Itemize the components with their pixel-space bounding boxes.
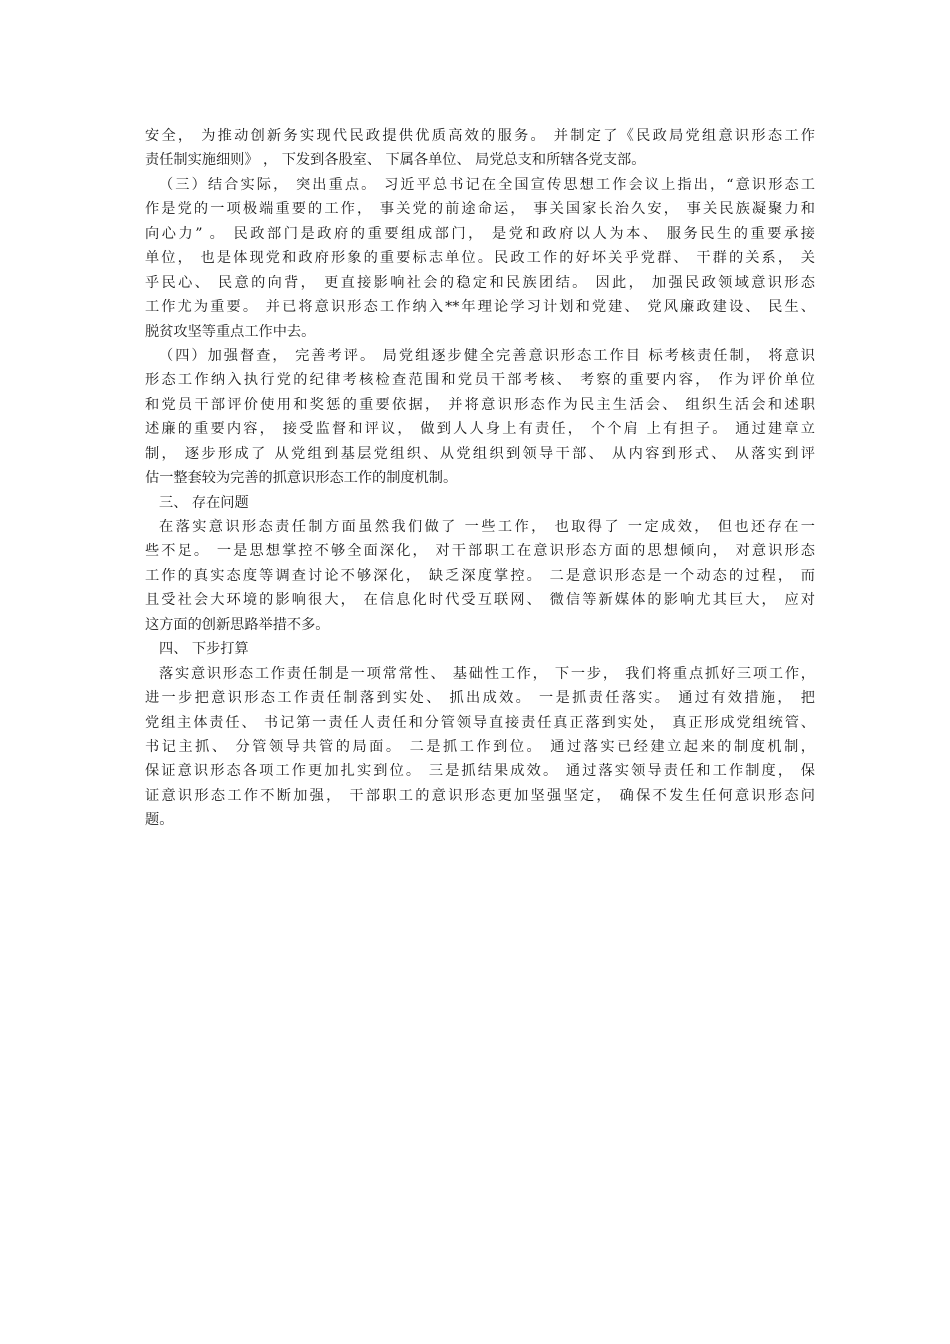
text-line: 这方面的创新思路举措不多。 xyxy=(145,616,330,633)
text-line: 且受社会大环境的影响很大， 在信息化时代受互联网、 微信等新媒体的影响尤其巨大， 应对 xyxy=(145,592,815,609)
section-heading: 三、 存在问题 xyxy=(159,494,249,511)
text-line: 作是党的一项极端重要的工作， 事关党的前途命运， 事关国家长治久安， 事关民族凝聚力和 xyxy=(145,201,815,218)
text-line: 在落实意识形态责任制方面虽然我们做了 一些工作， 也取得了 一定成效， 但也还存在一 xyxy=(159,519,815,535)
text-line: 述廉的重要内容， 接受监督和评议， 做到人人身上有责任， 个个肩 上有担子。 通过建章立 xyxy=(145,421,815,438)
text-line: 向心力” 。 民政部门是政府的重要组成部门， 是党和政府以人为本、 服务民生的重要承接 xyxy=(145,225,815,242)
text-line: 形态工作纳入执行党的纪律考核检查范围和党员干部考核、 考察的重要内容， 作为评价单位 xyxy=(145,372,815,389)
text-line: 和党员干部评价使用和奖惩的重要依据， 并将意识形态作为民主生活会、 组织生活会和述职 xyxy=(145,396,815,413)
text-line: 工作的真实态度等调查讨论不够深化， 缺乏深度掌控。 二是意识形态是一个动态的过程， 而 xyxy=(145,567,815,584)
text-line: 些不足。 一是思想掌控不够全面深化， 对干部职工在意识形态方面的思想倾向， 对意识形态 xyxy=(145,543,815,560)
text-line: 证意识形态工作不断加强， 干部职工的意识形态更加坚强坚定， 确保不发生任何意识形态问 xyxy=(145,787,815,804)
text-line: 党组主体责任、 书记第一责任人责任和分管领导直接责任真正落到实处， 真正形成党组统管、 xyxy=(145,714,815,731)
text-line: 脱贫攻坚等重点工作中去。 xyxy=(145,323,316,340)
text-line: 乎民心、 民意的向背， 更直接影响社会的稳定和民族团结。 因此， 加强民政领域意识形态 xyxy=(145,274,815,291)
text-line: 工作尤为重要。 并已将意识形态工作纳入**年理论学习计划和党建、 党风廉政建设、 民生、 xyxy=(145,299,815,316)
document-page xyxy=(145,124,815,833)
section-heading: 四、 下步打算 xyxy=(159,641,249,658)
text-line: 单位， 也是体现党和政府形象的重要标志单位。民政工作的好坏关乎党群、 干群的关系， 关 xyxy=(145,250,815,267)
text-line: （三）结合实际， 突出重点。 习近平总书记在全国宣传思想工作会议上指出，“意识形态工 xyxy=(159,176,815,193)
text-line: 书记主抓、 分管领导共管的局面。 二是抓工作到位。 通过落实已经建立起来的制度机制， xyxy=(145,738,815,755)
text-line: 进一步把意识形态工作责任制落到实处、 抓出成效。 一是抓责任落实。 通过有效措施， 把 xyxy=(145,690,815,707)
text-line: 估一整套较为完善的抓意识形态工作的制度机制。 xyxy=(145,470,458,487)
text-line: （四）加强督查， 完善考评。 局党组逐步健全完善意识形态工作目 标考核责任制， 将意识 xyxy=(159,347,815,364)
text-line: 安全， 为推动创新务实现代民政提供优质高效的服务。 并制定了《民政局党组意识形态工作 xyxy=(145,128,815,144)
text-line: 落实意识形态工作责任制是一项常常性、 基础性工作， 下一步， 我们将重点抓好三项工作， xyxy=(159,665,815,682)
text-line: 责任制实施细则》 ， 下发到各股室、 下属各单位、 局党总支和所辖各党支部。 xyxy=(145,152,646,169)
text-line: 题。 xyxy=(145,812,174,829)
text-line: 制， 逐步形成了 从党组到基层党组织、从党组织到领导干部、 从内容到形式、 从落实到评 xyxy=(145,445,815,462)
text-line: 保证意识形态各项工作更加扎实到位。 三是抓结果成效。 通过落实领导责任和工作制度， 保 xyxy=(145,763,815,780)
